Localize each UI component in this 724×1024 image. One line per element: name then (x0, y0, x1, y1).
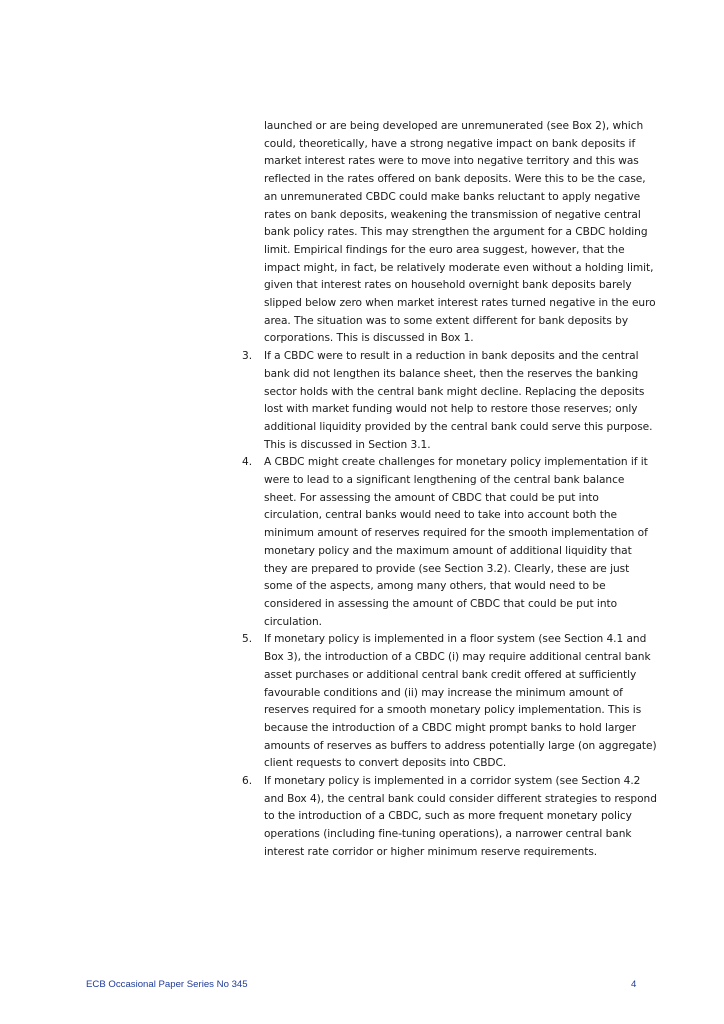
list-item (242, 454, 658, 631)
continuation-paragraph: launched or are being developed are unremunerated (see Box 2), which could, theoretically, have a strong negative impact on bank deposits if market interest rates were to move into negative territory and this was reflected in the rates offered on bank deposits. Were this to be the case, an unremunerated CBDC could make banks reluctant to apply negative rates on bank deposits, weakening the transmission of negative central bank policy rates. This may strengthen the argument for a CBDC holding limit. Empirical findings for the euro area suggest, however, that the impact might, in fact, be relatively moderate even without a holding limit, given that interest rates on household overnight bank deposits barely slipped below zero when market interest rates turned negative in the euro area. The situation was to some extent different for bank deposits by corporations. This is discussed in Box 1. (264, 120, 656, 345)
list-item-text: If a CBDC were to result in a reduction in bank deposits and the central bank did not lengthen its balance sheet, then the reserves the banking sector holds with the central bank might decline. Replacing the deposits lost with market funding would not help to restore those reserves; only additional liquidity provided by the central bank could serve this purpose. This is discussed in Section 3.1. (264, 350, 653, 451)
list-item-number: 4. (242, 456, 253, 469)
footer-page-number: 4 (631, 979, 637, 990)
list-item (242, 348, 658, 454)
footer-series-title: ECB Occasional Paper Series No 345 (86, 979, 248, 990)
list-item-text: A CBDC might create challenges for monetary policy implementation if it were to lead to a significant lengthening of the central bank balance sheet. For assessing the amount of CBDC that could be put into circulation, central banks would need to take into account both the minimum amount of reserves required for the smooth implementation of monetary policy and the maximum amount of additional liquidity that they are prepared to provide (see Section 3.2). Clearly, these are just some of the aspects, among many others, that would need to be considered in assessing the amount of CBDC that could be put into circulation. (264, 456, 648, 628)
list-item-text: If monetary policy is implemented in a corridor system (see Section 4.2 and Box 4), the central bank could consider different strategies to respond to the introduction of a CBDC, such as more frequent monetary policy operations (including fine-tuning operations), a narrower central bank interest rate corridor or higher minimum reserve requirements. (264, 775, 657, 858)
list-item-number: 3. (242, 350, 253, 363)
list-item-number: 6. (242, 775, 253, 788)
list-item (242, 773, 658, 862)
list-item (242, 631, 658, 773)
list-item-number: 5. (242, 633, 253, 646)
body-text (242, 118, 658, 862)
list-item-text: If monetary policy is implemented in a floor system (see Section 4.1 and Box 3), the introduction of a CBDC (i) may require additional central bank asset purchases or additional central bank credit offered at sufficiently favourable conditions and (ii) may increase the minimum amount of reserves required for a smooth monetary policy implementation. This is because the introduction of a CBDC might prompt banks to hold larger amounts of reserves as buffers to address potentially large (on aggregate) client requests to convert deposits into CBDC. (264, 633, 657, 770)
